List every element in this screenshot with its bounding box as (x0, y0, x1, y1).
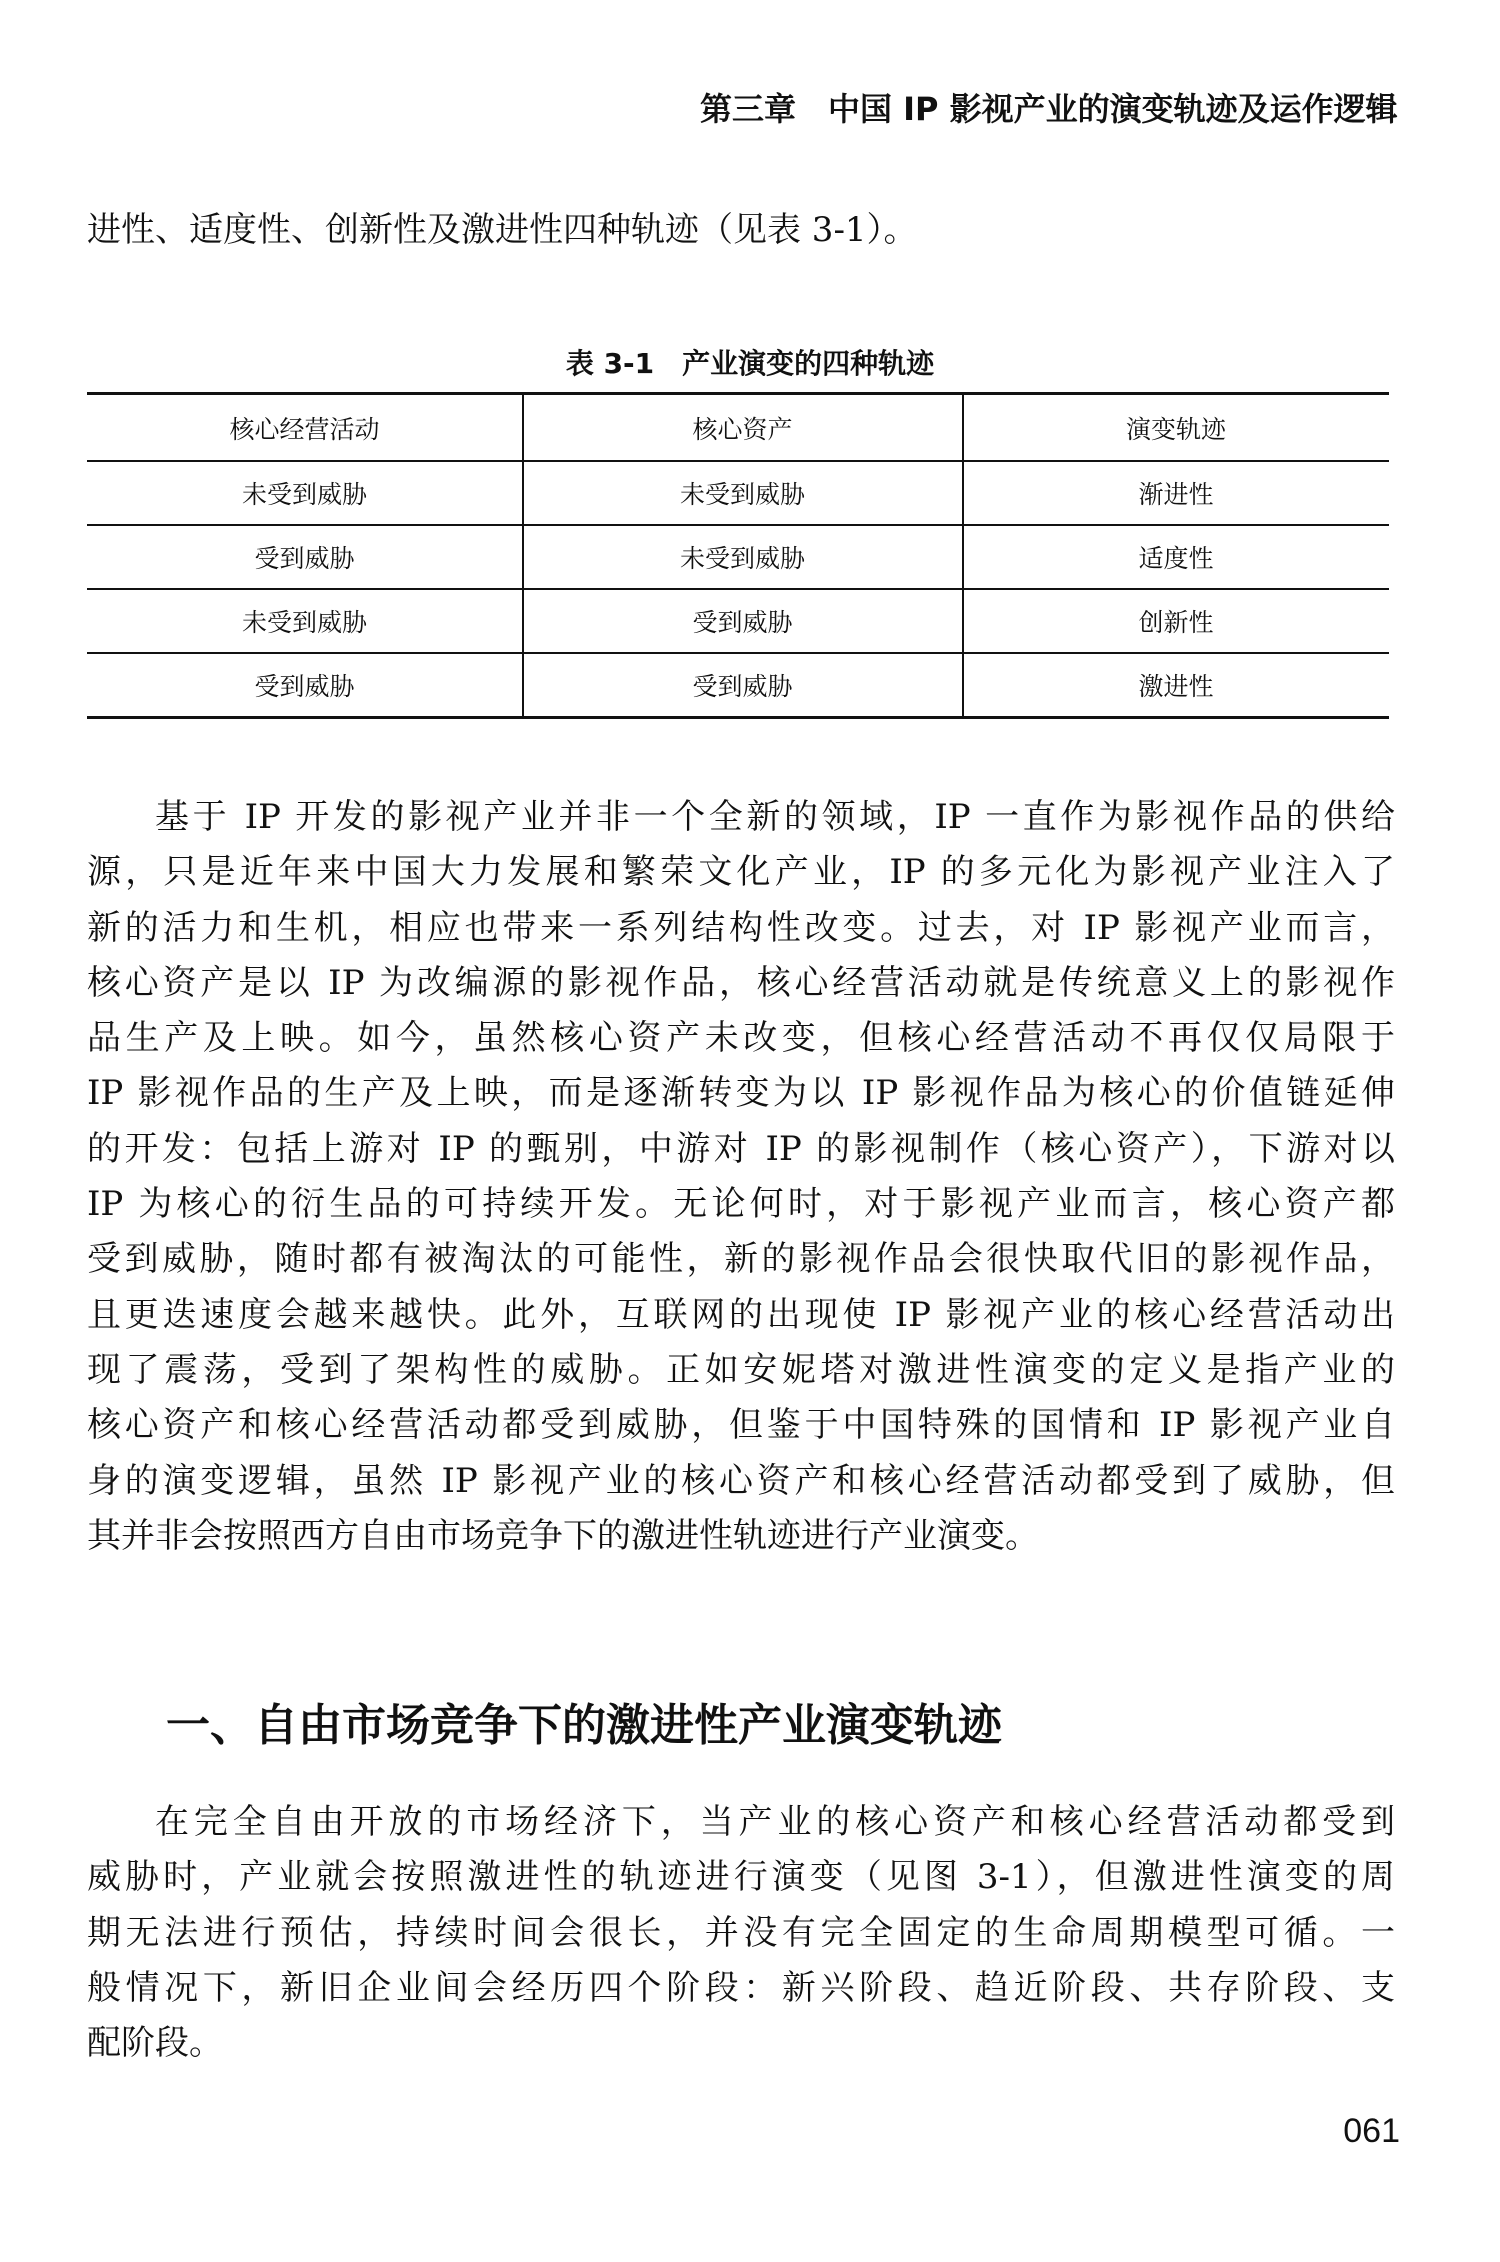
table-cell: 未受到威胁 (679, 543, 805, 573)
table-cell: 创新性 (1138, 607, 1214, 637)
lead-text (87, 203, 1395, 258)
text-line: IP 为核心的衍生品的可持续开发。无论何时，对于影视产业而言，核心资产都 (87, 1184, 1395, 1225)
text-line: 品生产及上映。如今，虽然核心资产未改变，但核心经营活动不再仅仅局限于 (87, 1018, 1395, 1059)
text-line: 源，只是近年来中国大力发展和繁荣文化产业，IP 的多元化为影视产业注入了 (87, 852, 1395, 893)
text-line: 受到威胁，随时都有被淘汰的可能性，新的影视作品会很快取代旧的影视作品， (87, 1239, 1395, 1280)
text-line: 核心资产是以 IP 为改编源的影视作品，核心经营活动就是传统意义上的影视作 (87, 962, 1395, 1003)
page-number: 061 (1343, 2112, 1400, 2150)
table-caption: 表 3-1 产业演变的四种轨迹 (565, 347, 935, 380)
text-line: 的开发：包括上游对 IP 的甄别，中游对 IP 的影视制作（核心资产），下游对以 (87, 1128, 1395, 1169)
table-cell: 受到威胁 (254, 671, 355, 701)
table-cell: 未受到威胁 (241, 479, 367, 509)
section-heading: 一、自由市场竞争下的激进性产业演变轨迹 (166, 1700, 1002, 1751)
text-line: 核心资产和核心经营活动都受到威胁，但鉴于中国特殊的国情和 IP 影视产业自 (87, 1405, 1395, 1446)
text-line: 其并非会按照西方自由市场竞争下的激进性轨迹进行产业演变。 (87, 1515, 1039, 1556)
text-line: 配阶段。 (87, 2023, 223, 2064)
text-line: 新的活力和生机，相应也带来一系列结构性改变。过去，对 IP 影视产业而言， (87, 907, 1395, 948)
text-line: 基于 IP 开发的影视产业并非一个全新的领域，IP 一直作为影视作品的供给 (155, 797, 1395, 837)
text-line: 在完全自由开放的市场经济下，当产业的核心资产和核心经营活动都受到 (155, 1802, 1395, 1842)
trajectory-table (87, 392, 1389, 719)
text-line: 威胁时，产业就会按照激进性的轨迹进行演变（见图 3-1），但激进性演变的周 (87, 1857, 1395, 1898)
body-paragraph (87, 1795, 1395, 2071)
text-line: 身的演变逻辑，虽然 IP 影视产业的核心资产和核心经营活动都受到了威胁，但 (87, 1460, 1395, 1501)
text-line: 般情况下，新旧企业间会经历四个阶段：新兴阶段、趋近阶段、共存阶段、支 (87, 1967, 1395, 2008)
text-line: 进性、适度性、创新性及激进性四种轨迹（见表 3-1）。 (87, 210, 918, 250)
table-header-cell: 核心资产 (692, 414, 793, 444)
table-cell: 渐进性 (1138, 479, 1214, 509)
running-head: 第三章 中国 IP 影视产业的演变轨迹及运作逻辑 (700, 90, 1398, 128)
text-line: 现了震荡，受到了架构性的威胁。正如安妮塔对激进性演变的定义是指产业的 (87, 1349, 1395, 1390)
text-line: 且更迭速度会越来越快。此外，互联网的出现使 IP 影视产业的核心经营活动出 (87, 1294, 1395, 1335)
text-line: IP 影视作品的生产及上映，而是逐渐转变为以 IP 影视作品为核心的价值链延伸 (87, 1073, 1395, 1114)
table-header-cell: 演变轨迹 (1125, 414, 1226, 444)
text-line: 期无法进行预估，持续时间会很长，并没有完全固定的生命周期模型可循。一 (87, 1912, 1395, 1953)
table-cell: 未受到威胁 (679, 479, 805, 509)
body-paragraph (87, 790, 1395, 1564)
table-cell: 受到威胁 (692, 607, 793, 637)
table-cell: 未受到威胁 (241, 607, 367, 637)
table-cell: 激进性 (1138, 671, 1214, 701)
table-cell: 适度性 (1138, 543, 1214, 573)
table-header-cell: 核心经营活动 (229, 414, 380, 444)
table-cell: 受到威胁 (692, 671, 793, 701)
table-bottom-rule (87, 716, 1389, 719)
table-cell: 受到威胁 (254, 543, 355, 573)
